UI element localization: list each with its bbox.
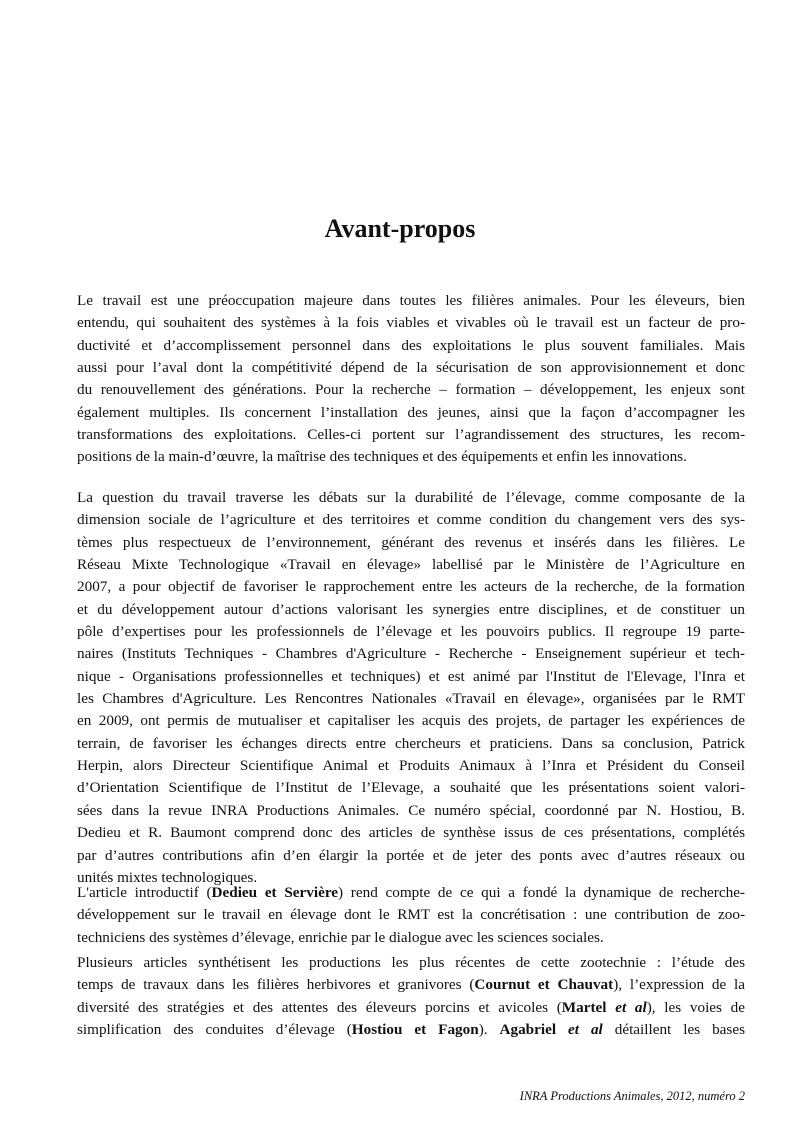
text-line bbox=[77, 1019, 745, 1041]
paragraph-2 bbox=[77, 487, 745, 889]
text-run: détaillent les bases bbox=[602, 1021, 745, 1039]
author-citation: et al bbox=[615, 998, 647, 1016]
author-citation: Agabriel bbox=[499, 1021, 569, 1039]
text-run: positions de la main-d’œuvre, la maîtrise des techniques et des équipements et enfin les innovations. bbox=[77, 448, 687, 466]
text-line bbox=[77, 822, 745, 844]
paragraph-1 bbox=[77, 290, 745, 469]
text-run: tèmes plus respectueux de l’environnement, générant des revenus et insérés dans les filières. Le bbox=[77, 533, 745, 551]
text-run: naires (Instituts Techniques - Chambres d'Agriculture - Recherche - Enseignement supérieur et tech- bbox=[77, 645, 745, 663]
text-line bbox=[77, 290, 745, 312]
text-line bbox=[77, 621, 745, 643]
text-run: dimension sociale de l’agriculture et des territoires et comme condition du changement vers des sys- bbox=[77, 511, 745, 529]
text-run: Dedieu et R. Baumont comprend donc des articles de synthèse issus de ces présentations, complétés bbox=[77, 824, 745, 842]
text-line bbox=[77, 845, 745, 867]
text-line bbox=[77, 487, 745, 509]
author-citation: Dedieu et Servière bbox=[211, 884, 339, 901]
text-line bbox=[77, 882, 745, 904]
text-line bbox=[77, 777, 745, 799]
text-run: L'article introductif ( bbox=[77, 884, 212, 901]
text-line bbox=[77, 402, 745, 424]
text-line bbox=[77, 446, 745, 468]
text-run: les Chambres d'Agriculture. Les Rencontres Nationales «Travail en élevage», organisées par le RMT bbox=[77, 690, 745, 708]
text-run: du renouvellement des générations. Pour la recherche – formation – développement, les enjeux sont bbox=[77, 381, 745, 399]
page-title: Avant-propos bbox=[324, 214, 476, 243]
text-line bbox=[77, 666, 745, 688]
text-line bbox=[77, 755, 745, 777]
text-run: développement sur le travail en élevage dont le RMT est la concrétisation : une contribution de zoo- bbox=[77, 906, 745, 924]
text-run: entendu, qui souhaitent des systèmes à la fois viables et vivables où le travail est un facteur de pro- bbox=[77, 314, 745, 332]
text-run: La question du travail traverse les débats sur la durabilité de l’élevage, comme composante de la bbox=[77, 489, 745, 506]
text-run: 2007, a pour objectif de favoriser le rapprochement entre les acteurs de la recherche, de la formation bbox=[77, 578, 745, 596]
text-line bbox=[77, 643, 745, 665]
text-line bbox=[77, 312, 745, 334]
text-line bbox=[77, 710, 745, 732]
text-run: transformations des exploitations. Celles-ci portent sur l’agrandissement des structures, les recom- bbox=[77, 426, 745, 444]
text-line bbox=[77, 379, 745, 401]
text-run: Herpin, alors Directeur Scientifique Animal et Produits Animaux à l’Inra et Président du Conseil bbox=[77, 757, 745, 775]
text-run: par d’autres contributions afin d’en élargir la portée et de jeter des ponts avec d’autres réseaux ou bbox=[77, 846, 745, 864]
text-run: sées dans la revue INRA Productions Animales. Ce numéro spécial, coordonné par N. Hostiou, B. bbox=[77, 801, 745, 819]
text-line bbox=[77, 688, 745, 710]
text-run: ductivité et d’accomplissement personnel dans des exploitations le plus souvent familiales. Mais bbox=[77, 336, 745, 354]
author-citation: Cournut et Chauvat bbox=[474, 976, 614, 994]
text-line bbox=[77, 357, 745, 379]
author-citation: Martel bbox=[561, 998, 616, 1016]
text-line bbox=[77, 335, 745, 357]
text-run: également multiples. Ils concernent l’installation des jeunes, ainsi que la façon d’accompagner les bbox=[77, 403, 745, 421]
author-citation: Hostiou et Fagon bbox=[351, 1021, 479, 1039]
text-run: Réseau Mixte Technologique «Travail en élevage» labellisé par le Ministère de l’Agriculture en bbox=[77, 556, 745, 574]
text-line bbox=[77, 576, 745, 598]
text-line bbox=[77, 424, 745, 446]
text-run: Le travail est une préoccupation majeure dans toutes les filières animales. Pour les éleveurs, bien bbox=[77, 292, 745, 309]
text-line bbox=[77, 974, 745, 996]
text-run: Plusieurs articles synthétisent les productions les plus récentes de cette zootechnie : l’étude des bbox=[77, 954, 745, 971]
text-line bbox=[77, 997, 745, 1019]
text-run: diversité des stratégies et des attentes des éleveurs porcins et avicoles ( bbox=[77, 998, 562, 1016]
text-run: techniciens des systèmes d’élevage, enrichie par le dialogue avec les sciences sociales. bbox=[77, 928, 604, 946]
text-run: pôle d’expertises pour les professionnels de l’élevage et les pouvoirs publics. Il regroupe 19 parte- bbox=[77, 623, 745, 641]
text-line bbox=[77, 800, 745, 822]
paragraph-3 bbox=[77, 882, 745, 949]
text-run: ) rend compte de ce qui a fondé la dynamique de recherche- bbox=[338, 884, 745, 901]
text-line bbox=[77, 509, 745, 531]
text-line bbox=[77, 554, 745, 576]
text-line bbox=[77, 904, 745, 926]
text-run: nique - Organisations professionnelles et techniques) et est animé par l'Institut de l'Elevage, l'Inra et bbox=[77, 667, 745, 685]
text-line bbox=[77, 733, 745, 755]
text-line bbox=[77, 599, 745, 621]
text-run: simplification des conduites d’élevage ( bbox=[77, 1021, 352, 1039]
text-run: ), les voies de bbox=[646, 998, 745, 1016]
text-line bbox=[77, 532, 745, 554]
paragraph-4 bbox=[77, 952, 745, 1041]
text-run: en 2009, ont permis de mutualiser et capitaliser les acquis des projets, de partager les expériences de bbox=[77, 712, 745, 730]
text-run: aussi pour l’aval dont la compétitivité dépend de la sécurisation de son approvisionnement et donc bbox=[77, 359, 745, 377]
text-line bbox=[77, 952, 745, 974]
text-run: terrain, de favoriser les échanges directs entre chercheurs et praticiens. Dans sa conclusion, Patrick bbox=[77, 734, 745, 752]
text-run: temps de travaux dans les filières herbivores et granivores ( bbox=[77, 976, 475, 994]
text-run: ). bbox=[478, 1021, 500, 1039]
text-run: ), l’expression de la bbox=[613, 976, 745, 994]
author-citation: et al bbox=[568, 1021, 603, 1039]
text-run: unités mixtes technologiques. bbox=[77, 868, 258, 886]
text-run: d’Orientation Scientifique de l’Institut de l’Elevage, a souhaité que les présentations soient valori- bbox=[77, 779, 745, 797]
text-line bbox=[77, 927, 745, 949]
text-run: et du développement autour d’actions valorisant les synergies entre disciplines, et de constituer un bbox=[77, 600, 745, 618]
journal-footer: INRA Productions Animales, 2012, numéro 2 bbox=[519, 1089, 745, 1103]
